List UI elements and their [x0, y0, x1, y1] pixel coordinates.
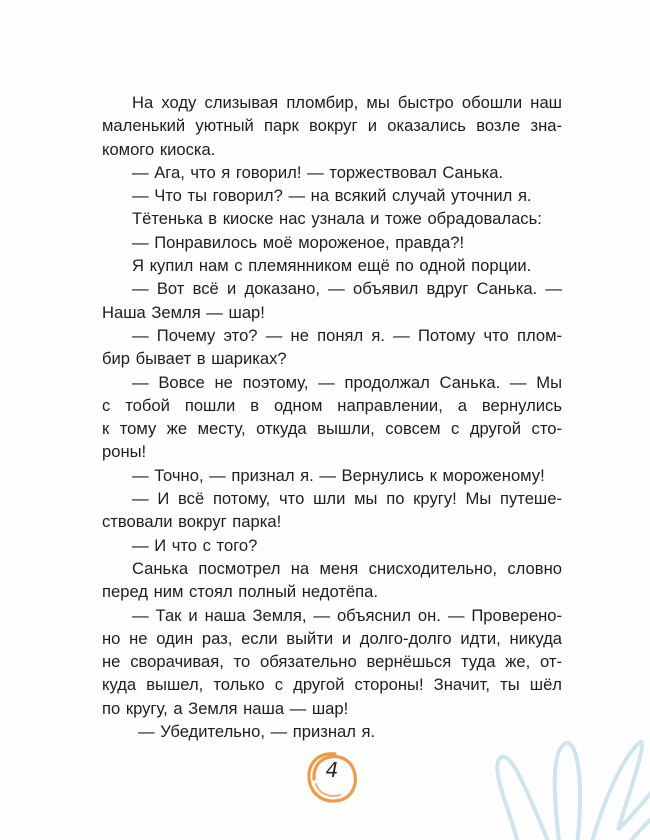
text-line: — Вовсе не поэтому, — продолжал Санька. — Мы: [132, 372, 562, 392]
text-line: — Убедительно, — признал я.: [138, 722, 376, 742]
page-number-label: 4: [325, 758, 339, 782]
text-line: — Почему это? — не понял я. — Потому что плом-: [132, 325, 562, 345]
text-line: не сворачивая, то обязательно вернёшься туда же, от-: [102, 652, 562, 672]
text-line: — Вот всё и доказано, — объявил вдруг Санька. —: [132, 279, 562, 299]
text-line: ствовали вокруг парка!: [102, 512, 282, 532]
text-line: Санька посмотрел на меня снисходительно, словно: [132, 558, 562, 578]
text-line: перед ним стоял полный недотёпа.: [102, 582, 378, 602]
text-line: — Понравилось моё мороженое, правда?!: [132, 232, 465, 252]
text-line: роны!: [102, 442, 147, 462]
text-line: Наша Земля — шар!: [102, 302, 265, 322]
text-line: — И всё потому, что шли мы по кругу! Мы путеше-: [132, 489, 562, 509]
text-line: бир бывает в шариках?: [102, 349, 287, 369]
text-line: — Точно, — признал я. — Вернулись к мороженому!: [132, 465, 545, 485]
text-line: — Ага, что я говорил! — торжествовал Санька.: [132, 162, 504, 182]
text-line: На ходу слизывая пломбир, мы быстро обошли наш: [132, 93, 562, 112]
text-line: — Так и наша Земля, — объяснил он. — Проверено-: [132, 605, 562, 625]
text-line: маленький уютный парк вокруг и оказались возле зна-: [102, 116, 562, 136]
text-line: но не один раз, если выйти и долго-долго идти, никуда: [102, 628, 562, 648]
text-line: к тому же месту, откуда вышли, совсем с другой сто-: [102, 419, 562, 439]
text-line: — И что с того?: [132, 535, 258, 555]
text-line: с тобой пошли в одном направлении, а вернулись: [102, 395, 562, 415]
story-text: [102, 91, 562, 743]
text-line: комого киоска.: [102, 139, 216, 159]
text-line: по кругу, а Земля наша — шар!: [102, 698, 349, 718]
page-number: [302, 748, 360, 806]
text-line: куда вышел, только с другой стороны! Значит, ты шёл: [102, 675, 562, 695]
text-line: — Что ты говорил? — на всякий случай уточнил я.: [132, 186, 532, 206]
text-line: Я купил нам с племянником ещё по одной порции.: [132, 256, 532, 276]
leaf-decoration-icon: [480, 700, 650, 840]
text-line: Тётенька в киоске нас узнала и тоже обрадовалась:: [132, 209, 542, 229]
